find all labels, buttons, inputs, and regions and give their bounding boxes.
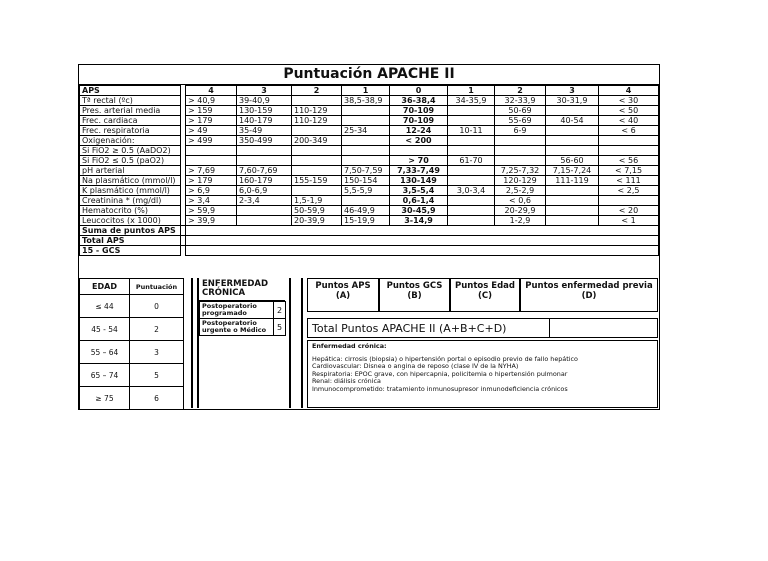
aps-cell: 50-59,9 bbox=[292, 206, 342, 216]
aps-row-label: Creatinina * (mg/dl) bbox=[80, 196, 181, 206]
aps-cell: < 0,6 bbox=[495, 196, 546, 206]
aps-cell bbox=[448, 146, 495, 156]
age-range: 65 – 74 bbox=[80, 364, 130, 387]
aps-score-header: 3 bbox=[546, 86, 599, 96]
age-points: 2 bbox=[130, 318, 184, 341]
aps-cell: 61-70 bbox=[448, 156, 495, 166]
aps-cell: 2,5-2,9 bbox=[495, 186, 546, 196]
aps-cell bbox=[546, 216, 599, 226]
aps-cell: > 159 bbox=[186, 106, 237, 116]
age-range: 55 – 64 bbox=[80, 341, 130, 364]
aps-row bbox=[80, 196, 659, 206]
apache-ii-sheet bbox=[78, 64, 660, 410]
aps-row-label: Pres. arterial media bbox=[80, 106, 181, 116]
aps-cell: > 499 bbox=[186, 136, 237, 146]
aps-row-label: Frec. cardiaca bbox=[80, 116, 181, 126]
note-line: Hepática: cirrosis (biopsia) o hipertensión portal o episodio previo de fallo hepático bbox=[312, 354, 578, 363]
aps-cell bbox=[186, 146, 237, 156]
aps-cell bbox=[342, 156, 390, 166]
aps-cell: 7,15-7,24 bbox=[546, 166, 599, 176]
aps-cell bbox=[599, 146, 659, 156]
chronic-notes bbox=[307, 340, 658, 408]
age-points-header: Puntuación bbox=[130, 279, 184, 295]
aps-cell: 30-45,9 bbox=[390, 206, 448, 216]
sheet-title: Puntuación APACHE II bbox=[79, 65, 659, 85]
aps-cell: 56-60 bbox=[546, 156, 599, 166]
age-table bbox=[79, 278, 184, 408]
aps-cell: 160-179 bbox=[237, 176, 292, 186]
aps-cell: 7,50-7,59 bbox=[342, 166, 390, 176]
aps-row-label: Si FiO2 ≤ 0.5 (paO2) bbox=[80, 156, 181, 166]
aps-cell: 38,5-38,9 bbox=[342, 96, 390, 106]
aps-cell: < 111 bbox=[599, 176, 659, 186]
aps-cell bbox=[237, 216, 292, 226]
aps-cell: 35-49 bbox=[237, 126, 292, 136]
total-label: Total Puntos APACHE II (A+B+C+D) bbox=[312, 322, 507, 335]
aps-header-row bbox=[80, 86, 659, 96]
aps-cell bbox=[448, 106, 495, 116]
age-points: 5 bbox=[130, 364, 184, 387]
note-line: Renal: diálisis crónica bbox=[312, 377, 381, 385]
aps-row bbox=[80, 186, 659, 196]
chronic-option-points: 5 bbox=[274, 319, 286, 336]
aps-row bbox=[80, 146, 659, 156]
aps-cell bbox=[448, 206, 495, 216]
age-range: 45 - 54 bbox=[80, 318, 130, 341]
aps-cell: 350-499 bbox=[237, 136, 292, 146]
chronic-option-label: Postoperatorio programado bbox=[200, 302, 274, 319]
aps-cell bbox=[546, 106, 599, 116]
chronic-title: ENFERMEDAD CRÓNICA bbox=[199, 278, 285, 301]
aps-cell: 39-40,9 bbox=[237, 96, 292, 106]
divider bbox=[301, 278, 303, 408]
aps-cell bbox=[599, 136, 659, 146]
aps-cell bbox=[237, 146, 292, 156]
aps-row-label: Tª rectal (ºc) bbox=[80, 96, 181, 106]
aps-cell bbox=[292, 96, 342, 106]
age-points: 0 bbox=[130, 295, 184, 318]
age-range: ≤ 44 bbox=[80, 295, 130, 318]
aps-cell bbox=[546, 206, 599, 216]
age-header: EDAD bbox=[80, 279, 130, 295]
aps-cell: > 179 bbox=[186, 176, 237, 186]
aps-cell bbox=[495, 136, 546, 146]
aps-score-header: 2 bbox=[495, 86, 546, 96]
age-range: ≥ 75 bbox=[80, 387, 130, 410]
aps-cell bbox=[495, 146, 546, 156]
divider bbox=[191, 278, 193, 408]
aps-cell: 30-31,9 bbox=[546, 96, 599, 106]
aps-cell: 25-34 bbox=[342, 126, 390, 136]
aps-cell bbox=[342, 106, 390, 116]
aps-cell bbox=[448, 166, 495, 176]
aps-cell: 70-109 bbox=[390, 106, 448, 116]
points-aps-header: Puntos APS (A) bbox=[307, 278, 379, 312]
age-points: 3 bbox=[130, 341, 184, 364]
aps-cell: > 6,9 bbox=[186, 186, 237, 196]
age-points: 6 bbox=[130, 387, 184, 410]
aps-cell: > 39,9 bbox=[186, 216, 237, 226]
aps-row bbox=[80, 156, 659, 166]
aps-score-header: 3 bbox=[237, 86, 292, 96]
summary-row bbox=[80, 246, 659, 256]
aps-row-label: Oxigenación: bbox=[80, 136, 181, 146]
chronic-option-label: Postoperatorio urgente o Médico bbox=[200, 319, 274, 336]
aps-cell: 120-129 bbox=[495, 176, 546, 186]
aps-cell bbox=[342, 136, 390, 146]
aps-row bbox=[80, 206, 659, 216]
aps-cell: < 56 bbox=[599, 156, 659, 166]
aps-cell: 3-14,9 bbox=[390, 216, 448, 226]
aps-cell bbox=[448, 196, 495, 206]
aps-cell: 36-38,4 bbox=[390, 96, 448, 106]
note-line: Inmunocomprometido: tratamiento inmunosupresor inmunodeficiencia crónicos bbox=[312, 384, 568, 393]
aps-cell: 10-11 bbox=[448, 126, 495, 136]
aps-cell: > 3,4 bbox=[186, 196, 237, 206]
aps-row-label: Frec. respiratoria bbox=[80, 126, 181, 136]
aps-score-header: 4 bbox=[599, 86, 659, 96]
aps-cell bbox=[292, 186, 342, 196]
aps-cell bbox=[292, 146, 342, 156]
aps-cell: 1,5-1,9 bbox=[292, 196, 342, 206]
aps-cell: 7,33-7,49 bbox=[390, 166, 448, 176]
aps-cell: 55-69 bbox=[495, 116, 546, 126]
aps-cell: 34-35,9 bbox=[448, 96, 495, 106]
aps-row-label: Hematocrito (%) bbox=[80, 206, 181, 216]
summary-label: Suma de puntos APS bbox=[80, 226, 181, 236]
aps-cell: > 59,9 bbox=[186, 206, 237, 216]
aps-cell bbox=[292, 166, 342, 176]
aps-cell: 2-3,4 bbox=[237, 196, 292, 206]
aps-score-header: 1 bbox=[342, 86, 390, 96]
aps-cell: 46-49,9 bbox=[342, 206, 390, 216]
aps-row-label: Na plasmático (mmol/l) bbox=[80, 176, 181, 186]
aps-cell: > 179 bbox=[186, 116, 237, 126]
points-gcs-header: Puntos GCS (B) bbox=[379, 278, 450, 312]
aps-cell: > 40,9 bbox=[186, 96, 237, 106]
aps-cell bbox=[448, 116, 495, 126]
bottom-section bbox=[79, 278, 658, 408]
aps-cell: 40-54 bbox=[546, 116, 599, 126]
aps-cell bbox=[546, 146, 599, 156]
aps-cell: < 50 bbox=[599, 106, 659, 116]
aps-row bbox=[80, 96, 659, 106]
aps-cell: 200-349 bbox=[292, 136, 342, 146]
aps-cell: 15-19,9 bbox=[342, 216, 390, 226]
aps-cell bbox=[546, 186, 599, 196]
note-line: Cardiovascular: Disnea o angina de reposo (clase IV de la NYHA) bbox=[312, 362, 519, 370]
aps-cell: < 200 bbox=[390, 136, 448, 146]
aps-cell: 1-2,9 bbox=[495, 216, 546, 226]
aps-row bbox=[80, 176, 659, 186]
aps-cell: 20-29,9 bbox=[495, 206, 546, 216]
aps-cell: 70-109 bbox=[390, 116, 448, 126]
aps-cell: 6-9 bbox=[495, 126, 546, 136]
aps-cell: < 20 bbox=[599, 206, 659, 216]
aps-row bbox=[80, 126, 659, 136]
aps-score-header: 4 bbox=[186, 86, 237, 96]
aps-cell: 150-154 bbox=[342, 176, 390, 186]
aps-cell: 110-129 bbox=[292, 106, 342, 116]
aps-cell: > 70 bbox=[390, 156, 448, 166]
aps-cell: > 49 bbox=[186, 126, 237, 136]
aps-cell: 130-149 bbox=[390, 176, 448, 186]
notes-heading: Enfermedad crónica: bbox=[312, 342, 387, 350]
summary-value[interactable] bbox=[186, 246, 659, 256]
aps-cell: 0,6-1,4 bbox=[390, 196, 448, 206]
aps-row-label: pH arterial bbox=[80, 166, 181, 176]
aps-row bbox=[80, 136, 659, 146]
aps-cell: 20-39,9 bbox=[292, 216, 342, 226]
aps-cell: 110-129 bbox=[292, 116, 342, 126]
aps-cell bbox=[599, 196, 659, 206]
aps-cell: < 1 bbox=[599, 216, 659, 226]
aps-cell: 140-179 bbox=[237, 116, 292, 126]
aps-cell: < 2,5 bbox=[599, 186, 659, 196]
aps-cell bbox=[237, 156, 292, 166]
summary-label: 15 - GCS bbox=[80, 246, 181, 256]
aps-cell bbox=[495, 156, 546, 166]
summary-row bbox=[80, 226, 659, 236]
aps-cell: > 7,69 bbox=[186, 166, 237, 176]
aps-cell: 32-33,9 bbox=[495, 96, 546, 106]
aps-row bbox=[80, 216, 659, 226]
aps-cell bbox=[342, 146, 390, 156]
aps-cell: 7,25-7,32 bbox=[495, 166, 546, 176]
total-input-box[interactable] bbox=[549, 319, 658, 337]
aps-cell bbox=[292, 156, 342, 166]
summary-row bbox=[80, 236, 659, 246]
chronic-option-points: 2 bbox=[274, 302, 286, 319]
aps-cell: 12-24 bbox=[390, 126, 448, 136]
aps-score-header: 1 bbox=[448, 86, 495, 96]
aps-cell bbox=[448, 216, 495, 226]
summary-value[interactable] bbox=[186, 236, 659, 246]
aps-cell bbox=[546, 136, 599, 146]
aps-cell bbox=[342, 196, 390, 206]
aps-cell: 6,0-6,9 bbox=[237, 186, 292, 196]
aps-cell bbox=[448, 176, 495, 186]
aps-row-label: Si FiO2 ≥ 0.5 (AaDO2) bbox=[80, 146, 181, 156]
aps-score-header: 0 bbox=[390, 86, 448, 96]
aps-score-header: 2 bbox=[292, 86, 342, 96]
total-row bbox=[307, 318, 658, 338]
aps-cell bbox=[448, 136, 495, 146]
summary-value[interactable] bbox=[186, 226, 659, 236]
aps-table bbox=[79, 85, 659, 256]
note-line: Respiratoria: EPOC grave, con hipercapnia, policitemia o hipertensión pulmonar bbox=[312, 369, 568, 378]
aps-cell bbox=[390, 146, 448, 156]
points-previous-disease-header: Puntos enfermedad previa (D) bbox=[520, 278, 658, 312]
aps-cell bbox=[237, 206, 292, 216]
aps-cell: 155-159 bbox=[292, 176, 342, 186]
aps-cell bbox=[292, 126, 342, 136]
aps-row-label: K plasmático (mmol/l) bbox=[80, 186, 181, 196]
summary-label: Total APS bbox=[80, 236, 181, 246]
aps-cell bbox=[546, 126, 599, 136]
aps-row-label: Leucocitos (x 1000) bbox=[80, 216, 181, 226]
aps-cell bbox=[342, 116, 390, 126]
aps-cell: 5,5-5,9 bbox=[342, 186, 390, 196]
aps-cell: 130-159 bbox=[237, 106, 292, 116]
aps-row bbox=[80, 116, 659, 126]
aps-cell bbox=[546, 196, 599, 206]
aps-cell: < 7,15 bbox=[599, 166, 659, 176]
aps-cell: 7,60-7,69 bbox=[237, 166, 292, 176]
aps-cell bbox=[186, 156, 237, 166]
aps-cell: 3,0-3,4 bbox=[448, 186, 495, 196]
aps-cell: < 30 bbox=[599, 96, 659, 106]
divider bbox=[289, 278, 291, 408]
aps-header-label: APS bbox=[80, 86, 181, 96]
aps-cell: < 40 bbox=[599, 116, 659, 126]
chronic-disease-block bbox=[199, 278, 285, 336]
points-age-header: Puntos Edad (C) bbox=[450, 278, 520, 312]
aps-cell: 111-119 bbox=[546, 176, 599, 186]
aps-cell: 3,5-5,4 bbox=[390, 186, 448, 196]
aps-row bbox=[80, 166, 659, 176]
aps-cell: < 6 bbox=[599, 126, 659, 136]
aps-cell: 50-69 bbox=[495, 106, 546, 116]
aps-row bbox=[80, 106, 659, 116]
totals-block bbox=[307, 278, 658, 408]
